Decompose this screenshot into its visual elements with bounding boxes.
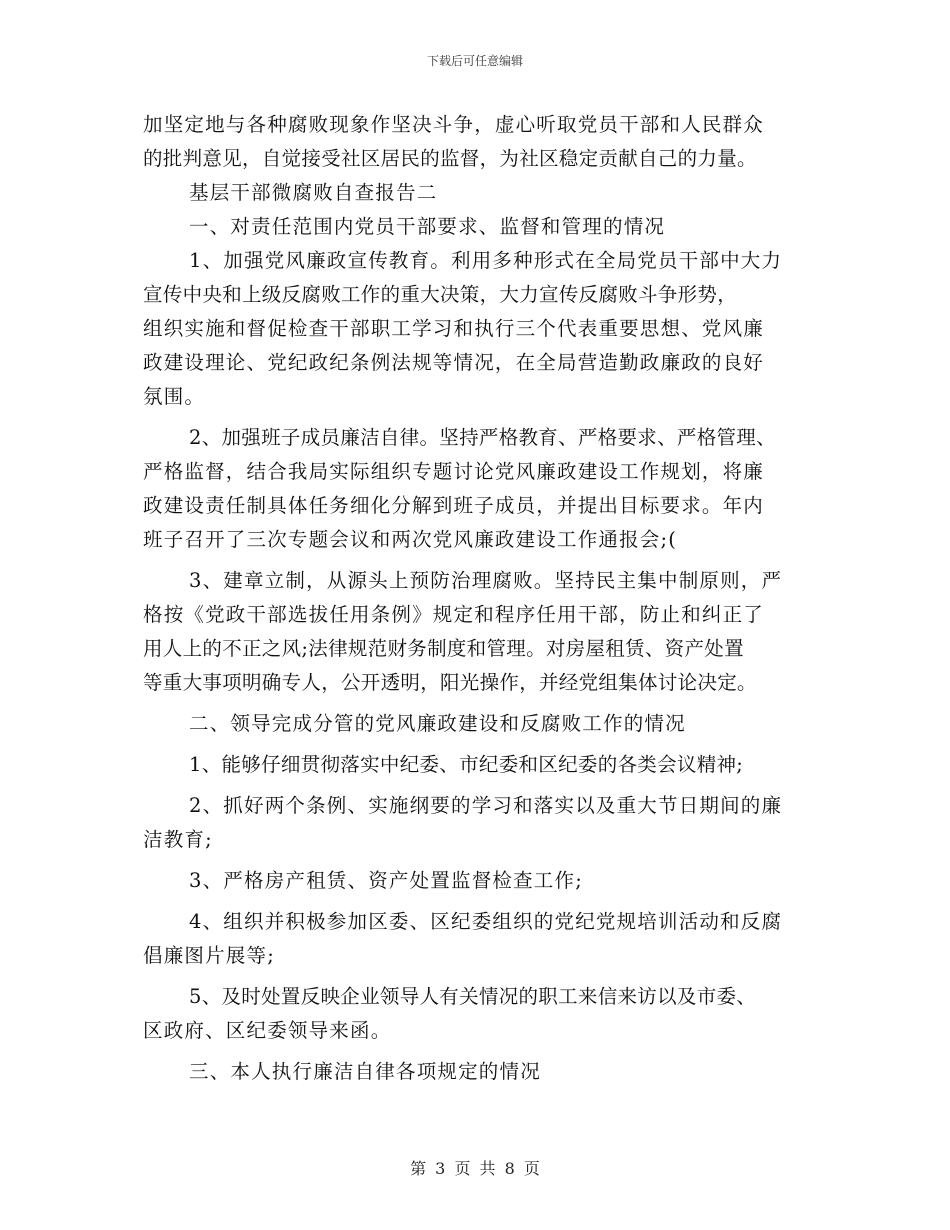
paragraph-line: 班子召开了三次专题会议和两次党风廉政建设工作通报会;( (143, 528, 678, 551)
section-heading: 三、本人执行廉洁自律各项规定的情况 (189, 1060, 541, 1083)
section-heading: 一、对责任范围内党员干部要求、监督和管理的情况 (189, 215, 666, 238)
paragraph-line: 严格监督，结合我局实际组织专题讨论党风廉政建设工作规划，将廉 (143, 460, 765, 483)
paragraph-line: 氛围。 (143, 385, 206, 408)
paragraph-line: 加坚定地与各种腐败现象作坚决斗争，虚心听取党员干部和人民群众 (143, 113, 765, 136)
paragraph-line: 的批判意见，自觉接受社区居民的监督，为社区稳定贡献自己的力量。 (143, 147, 757, 170)
list-item-continuation: 区政府、区纪委领导来函。 (143, 1019, 392, 1042)
paragraph-line: 2、加强班子成员廉洁自律。坚持严格教育、严格要求、严格管理、 (189, 426, 776, 449)
list-item: 3、严格房产租赁、资产处置监督检查工作; (189, 869, 583, 892)
page-number: 第 3 页 共 8 页 (410, 1159, 540, 1178)
section-heading: 二、领导完成分管的党风廉政建设和反腐败工作的情况 (189, 712, 686, 735)
document-body (143, 108, 823, 1089)
section-title: 基层干部微腐败自查报告二 (189, 181, 438, 204)
list-item: 1、能够仔细贯彻落实中纪委、市纪委和区纪委的各类会议精神; (189, 753, 744, 776)
list-item-continuation: 洁教育; (143, 828, 213, 851)
paragraph-line: 格按《党政干部选拔任用条例》规定和程序任用干部，防止和纠正了 (143, 603, 765, 626)
paragraph-line: 用人上的不正之风;法律规范财务制度和管理。对房屋租赁、资产处置 (143, 637, 744, 660)
paragraph-line: 组织实施和督促检查干部职工学习和执行三个代表重要思想、党风廉 (143, 317, 765, 340)
list-item: 4、组织并积极参加区委、区纪委组织的党纪党规培训活动和反腐 (189, 910, 783, 933)
paragraph-line: 3、建章立制，从源头上预防治理腐败。坚持民主集中制原则，严 (189, 569, 783, 592)
paragraph-line: 政建设理论、党纪政纪条例法规等情况，在全局营造勤政廉政的良好 (143, 351, 765, 374)
paragraph-line: 1、加强党风廉政宣传教育。利用多种形式在全局党员干部中大力 (189, 249, 783, 272)
list-item: 2、抓好两个条例、实施纲要的学习和落实以及重大节日期间的廉 (189, 794, 783, 817)
list-item: 5、及时处置反映企业领导人有关情况的职工来信来访以及市委、 (189, 985, 757, 1008)
paragraph-line: 政建设责任制具体任务细化分解到班子成员，并提出目标要求。年内 (143, 494, 765, 517)
list-item-continuation: 倡廉图片展等; (143, 944, 275, 967)
paragraph-line: 等重大事项明确专人，公开透明，阳光操作，并经党组集体讨论决定。 (143, 671, 757, 694)
page-header: 下载后可任意编辑 (426, 54, 523, 68)
paragraph-line: 宣传中央和上级反腐败工作的重大决策，大力宣传反腐败斗争形势， (143, 283, 738, 306)
